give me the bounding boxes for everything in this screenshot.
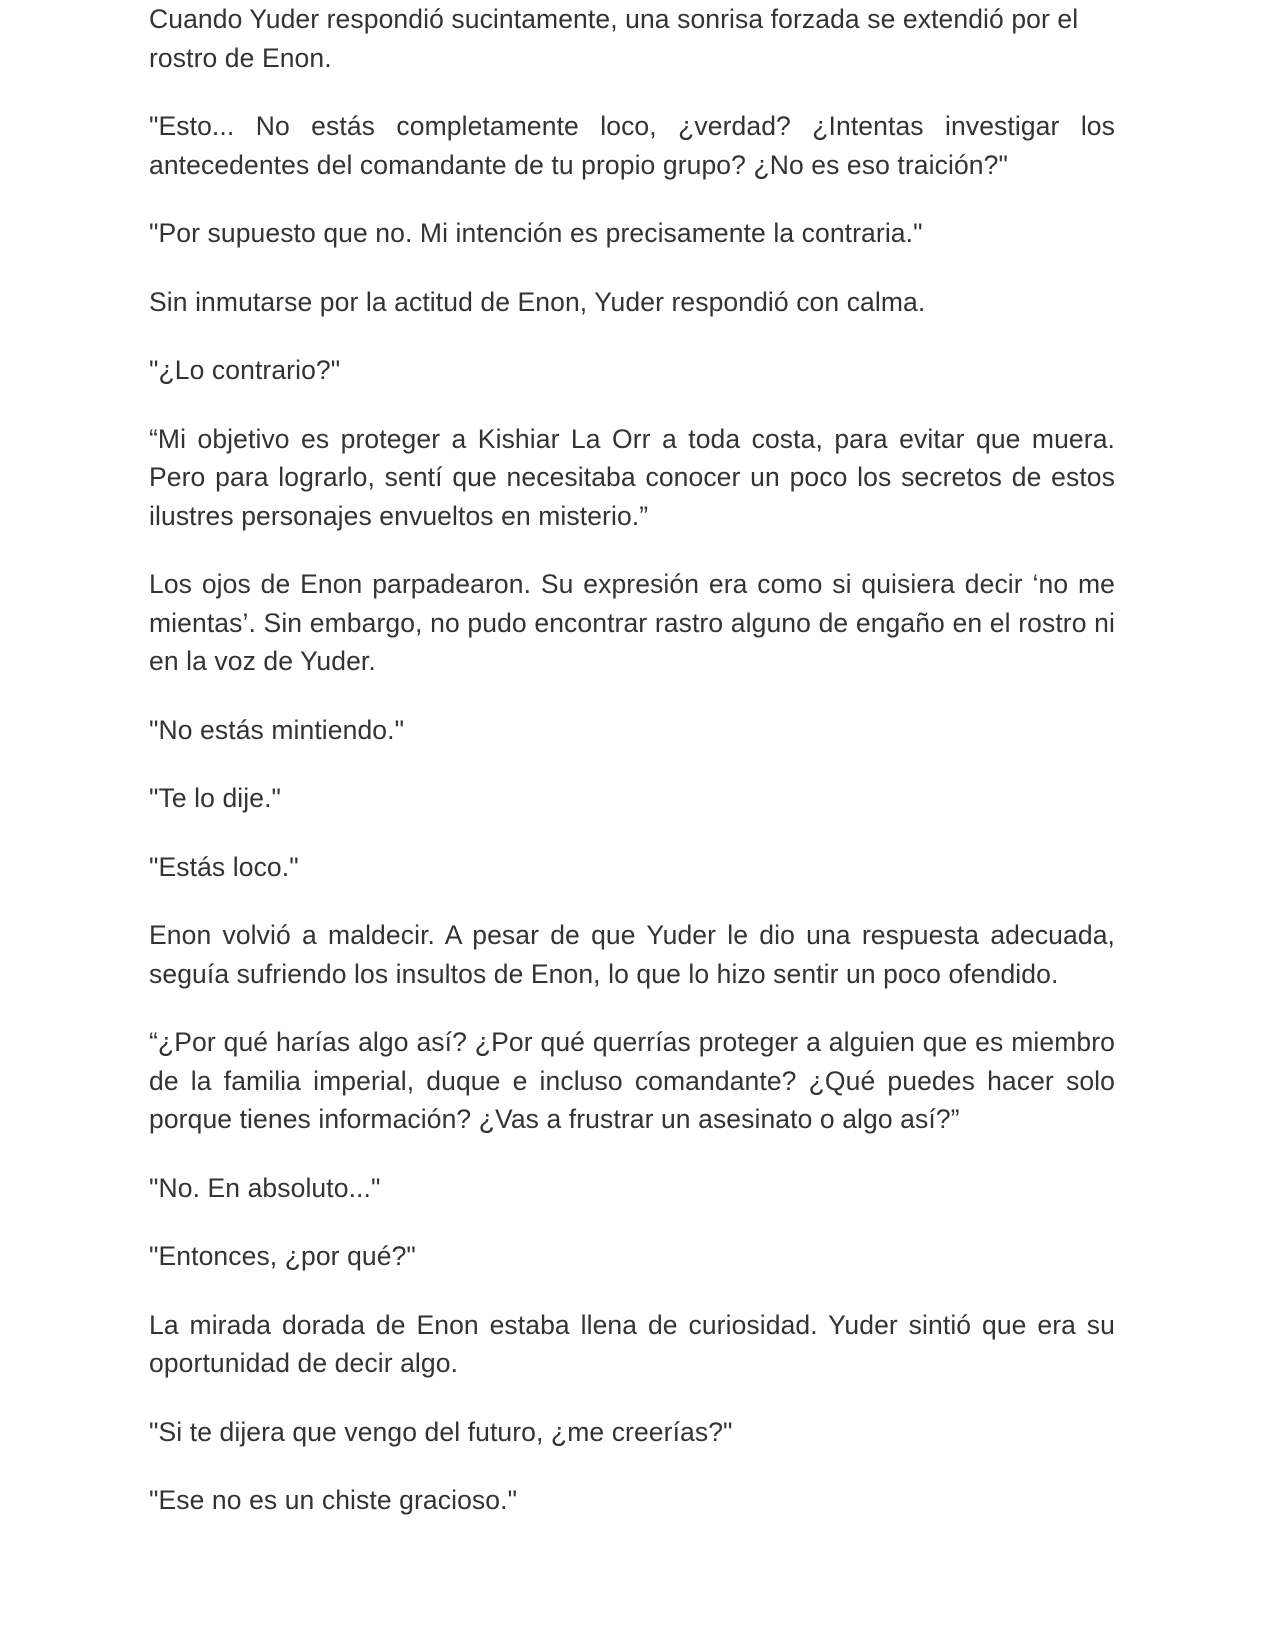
paragraph: La mirada dorada de Enon estaba llena de curiosidad. Yuder sintió que era su oportunidad de decir algo. [149,1309,1115,1378]
paragraph: "Entonces, ¿por qué?" [149,1241,416,1271]
paragraph: Cuando Yuder respondió sucintamente, una sonrisa forzada se extendió por el rostro de Enon. [149,4,1079,73]
paragraph: "Por supuesto que no. Mi intención es precisamente la contraria." [149,218,923,248]
paragraph: Enon volvió a maldecir. A pesar de que Yuder le dio una respuesta adecuada, seguía sufriendo los insultos de Enon, lo que lo hizo sentir un poco ofendido. [149,920,1115,989]
paragraph: Los ojos de Enon parpadearon. Su expresión era como si quisiera decir ‘no me mientas’. Sin embargo, no pudo encontrar rastro alguno de engaño en el rostro ni en la voz de Yuder. [149,569,1115,676]
paragraph: Sin inmutarse por la actitud de Enon, Yuder respondió con calma. [149,286,926,317]
paragraph: "Estás loco." [149,851,299,882]
paragraph: "Si te dijera que vengo del futuro, ¿me creerías?" [149,1416,733,1447]
paragraph: "No estás mintiendo." [149,714,405,745]
paragraph: "Ese no es un chiste gracioso." [149,1485,518,1515]
document-page [149,0,1115,1550]
paragraph: "Esto... No estás completamente loco, ¿verdad? ¿Intentas investigar los antecedentes del comandante de tu propio grupo? ¿No es eso traición?" [149,111,1115,180]
paragraph: "No. En absoluto..." [149,1172,381,1203]
paragraph: "Te lo dije." [149,783,282,813]
paragraph: “¿Por qué harías algo así? ¿Por qué querrías proteger a alguien que es miembro de la familia imperial, duque e incluso comandante? ¿Qué puedes hacer solo porque tienes información? ¿Vas a frustrar un asesinato o algo así?” [149,1027,1115,1134]
paragraph: "¿Lo contrario?" [149,355,341,385]
paragraph: “Mi objetivo es proteger a Kishiar La Orr a toda costa, para evitar que muera. Pero para lograrlo, sentí que necesitaba conocer un poco los secretos de estos ilustres personajes envueltos en misterio.” [149,423,1115,531]
